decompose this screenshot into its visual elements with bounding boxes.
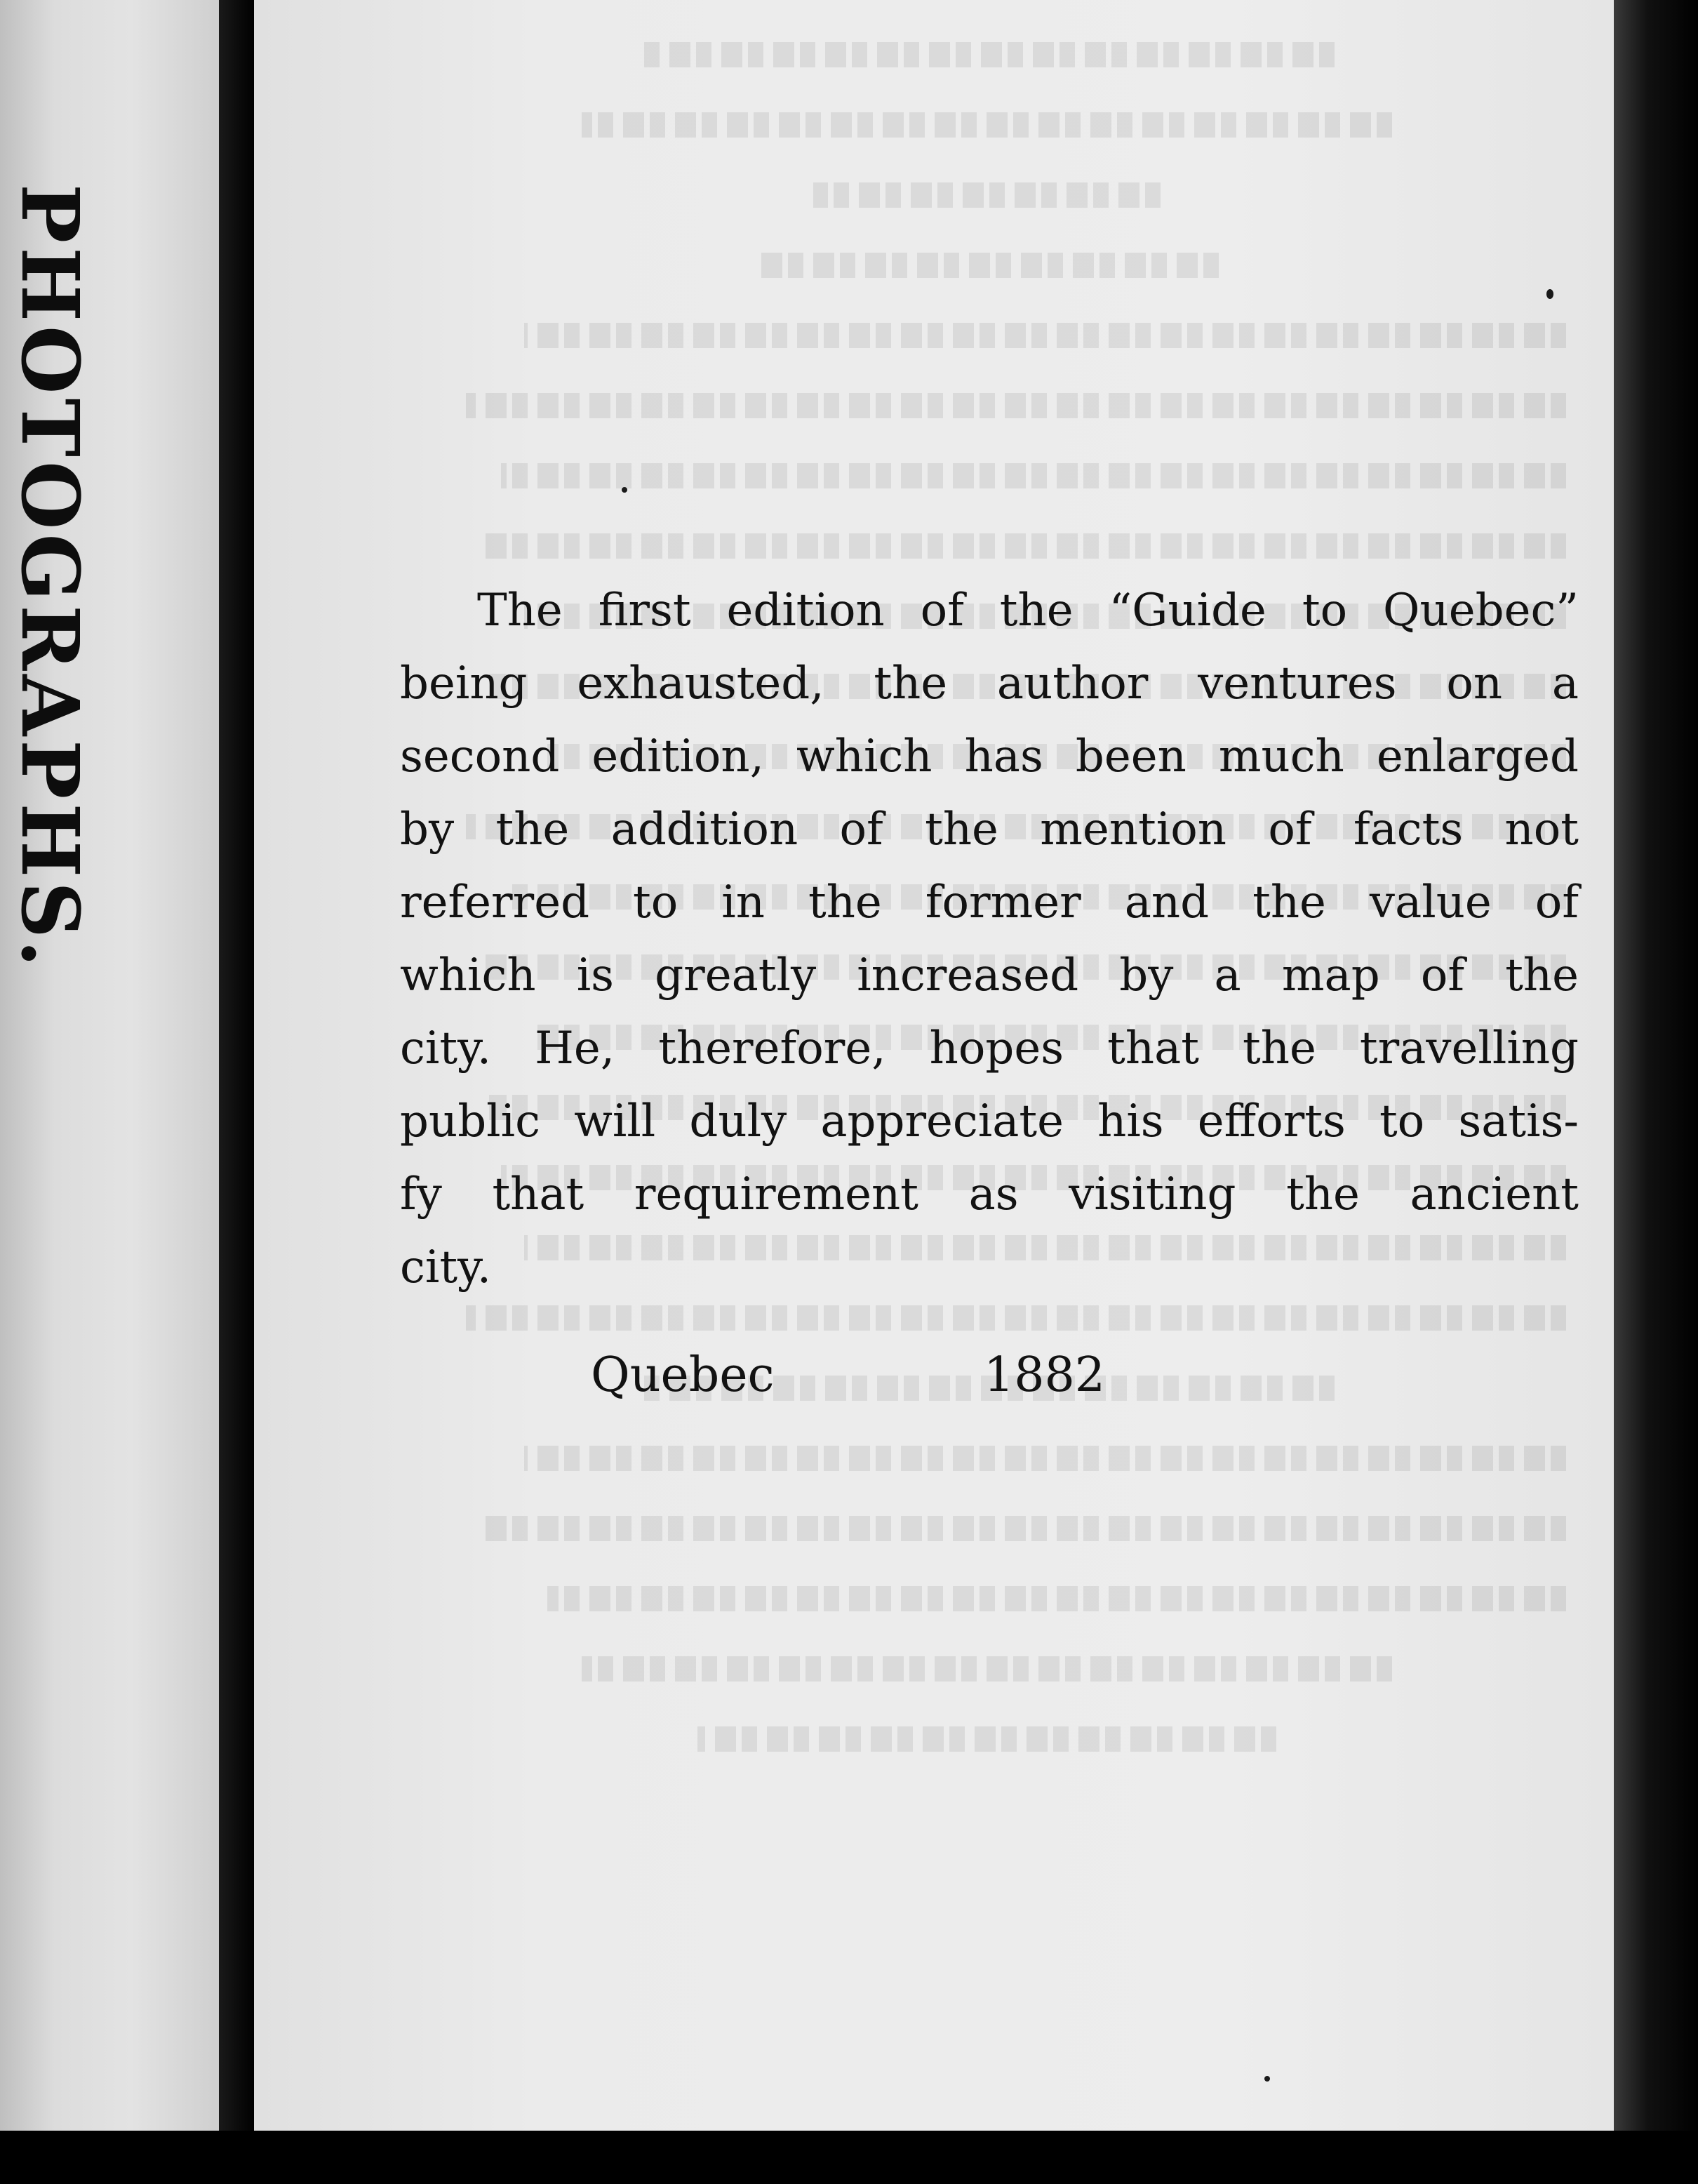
- bottom-page-edge: [0, 2131, 1698, 2184]
- preface-line: second edition, which has been much enlarged: [400, 731, 1579, 783]
- right-page-edge: [1614, 0, 1698, 2184]
- preface-line: referred to in the former and the value of: [400, 877, 1579, 928]
- ink-speck: [622, 487, 627, 493]
- ink-speck: [1546, 289, 1553, 299]
- signoff: [591, 1347, 1138, 1403]
- preface-text: [400, 574, 1579, 1304]
- signoff-place: Quebec: [591, 1347, 775, 1403]
- preface-line: fy that requirement as visiting the ancient: [400, 1168, 1579, 1220]
- preface-line: city.: [400, 1241, 492, 1293]
- spine-title: PHOTOGRAPHS.: [4, 184, 95, 972]
- preface-line: which is greatly increased by a map of the: [400, 950, 1579, 1001]
- adjacent-page-edge: [0, 0, 219, 2133]
- preface-line: by the addition of the mention of facts not: [400, 804, 1579, 855]
- preface-line: public will duly appreciate his efforts to satis-: [400, 1096, 1579, 1147]
- preface-line: being exhausted, the author ventures on a: [400, 658, 1579, 710]
- signoff-year: 1882: [984, 1347, 1106, 1403]
- preface-line: city. He, therefore, hopes that the travelling: [400, 1023, 1579, 1074]
- preface-line: The first edition of the “Guide to Quebec”: [477, 585, 1579, 637]
- book-gutter: [219, 0, 254, 2184]
- ink-speck: [1264, 2076, 1270, 2082]
